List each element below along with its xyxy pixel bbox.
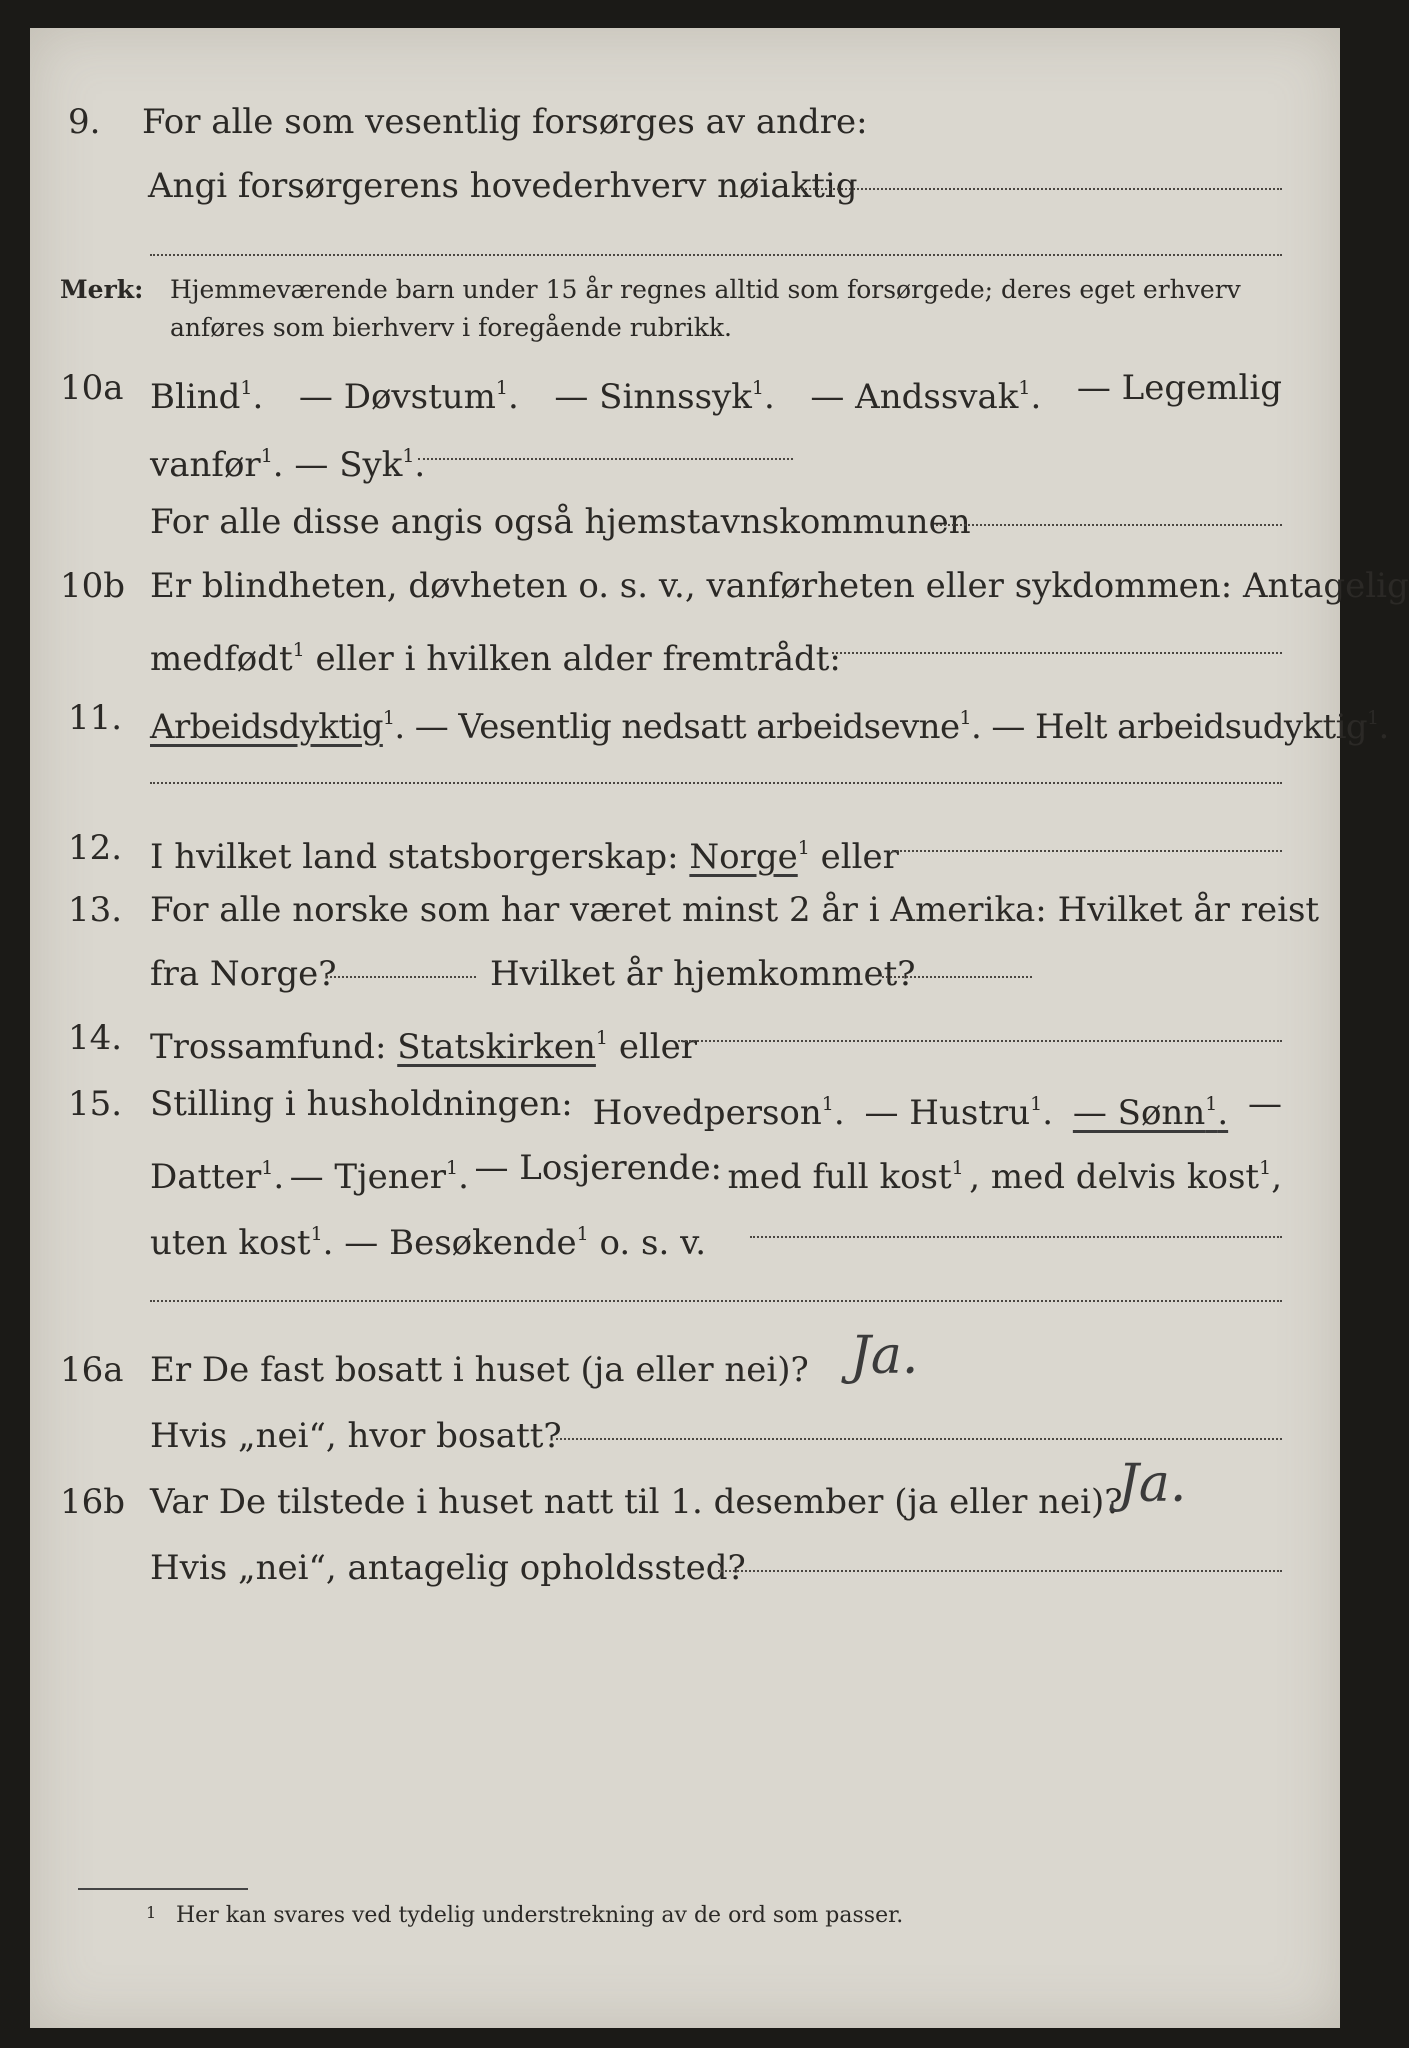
question-text: For alle som vesentlig forsørges av andre: bbox=[142, 102, 868, 142]
question-text: Angi forsørgerens hovederhverv nøiaktig bbox=[148, 166, 858, 206]
answer-line[interactable] bbox=[150, 782, 1282, 784]
answer-line[interactable] bbox=[418, 458, 793, 460]
option-list bbox=[150, 368, 1282, 417]
answer-line[interactable] bbox=[150, 254, 1282, 256]
answer-line[interactable] bbox=[718, 1570, 1282, 1572]
question-number: 11. bbox=[68, 698, 123, 738]
option-dovstum[interactable]: — Døvstum$^1$. bbox=[298, 377, 519, 417]
question-text: Stilling i husholdningen: bbox=[150, 1084, 573, 1124]
question-text: I hvilket land statsborgerskap: Norge$^1$ eller bbox=[150, 837, 899, 877]
answer-line[interactable] bbox=[556, 1438, 1282, 1440]
option-legemlig[interactable]: — Legemlig bbox=[1076, 368, 1282, 408]
question-number: 16a bbox=[60, 1350, 124, 1390]
answer-line[interactable] bbox=[832, 652, 1282, 654]
option-full-kost[interactable]: med full kost$^1$ bbox=[727, 1157, 964, 1197]
handwritten-answer[interactable]: Ja. bbox=[850, 1326, 919, 1386]
answer-line[interactable] bbox=[326, 976, 476, 978]
option-andssvak[interactable]: — Andssvak$^1$. bbox=[810, 377, 1042, 417]
option-sinnssyk[interactable]: — Sinnssyk$^1$. bbox=[554, 377, 775, 417]
question-number: 12. bbox=[68, 828, 123, 868]
option-sonn-selected[interactable]: — Sønn$^1$. bbox=[1072, 1093, 1229, 1133]
question-text: fra Norge? bbox=[150, 954, 337, 994]
option-nedsatt-arbeidsevne[interactable]: — Vesentlig nedsatt arbeidsevne$^1$. bbox=[414, 707, 982, 747]
answer-line[interactable] bbox=[678, 1040, 1282, 1042]
merk-text: Hjemmeværende barn under 15 år regnes alltid som forsørgede; deres eget erhverv bbox=[170, 275, 1241, 304]
question-number: 10a bbox=[60, 368, 124, 408]
answer-line[interactable] bbox=[798, 188, 1282, 190]
option-list bbox=[150, 1084, 1282, 1133]
answer-line[interactable] bbox=[882, 976, 1032, 978]
option-statskirken-selected[interactable]: Statskirken bbox=[397, 1027, 596, 1067]
question-number: 9. bbox=[68, 102, 101, 142]
question-text: medfødt$^1$ eller i hvilken alder fremtrådt: bbox=[150, 639, 841, 679]
question-text: For alle disse angis også hjemstavnskommunen bbox=[150, 502, 971, 542]
merk-text: anføres som bierhverv i foregående rubrikk. bbox=[170, 313, 732, 342]
question-text: Er De fast bosatt i huset (ja eller nei)? bbox=[150, 1350, 809, 1390]
option-arbeidsudyktig[interactable]: — Helt arbeidsudyktig$^1$. bbox=[991, 707, 1389, 747]
option-norge-selected[interactable]: Norge bbox=[689, 837, 798, 877]
option-list bbox=[150, 1148, 1282, 1197]
option-besokende[interactable]: — Besøkende$^1$ bbox=[344, 1223, 589, 1263]
option-hustru[interactable]: — Hustru$^1$. bbox=[864, 1093, 1054, 1133]
question-text: Er blindheten, døvheten o. s. v., vanførheten eller sykdommen: Antagelig bbox=[150, 566, 1409, 606]
handwritten-answer[interactable]: Ja. bbox=[1118, 1454, 1187, 1514]
question-number: 14. bbox=[68, 1018, 123, 1058]
option-blind[interactable]: Blind$^1$. bbox=[150, 377, 264, 417]
question-text: Var De tilstede i huset natt til 1. desember (ja eller nei)? bbox=[150, 1482, 1123, 1522]
option-tjener[interactable]: — Tjener$^1$. bbox=[289, 1157, 469, 1197]
option-delvis-kost[interactable]: , med delvis kost$^1$, bbox=[969, 1157, 1282, 1197]
dash: — bbox=[1247, 1084, 1282, 1124]
question-number: 15. bbox=[68, 1084, 123, 1124]
question-text: Hvilket år hjemkommet? bbox=[490, 954, 916, 994]
option-group bbox=[150, 436, 425, 485]
option-medfodt[interactable]: medfødt$^1$ bbox=[150, 639, 305, 679]
answer-line[interactable] bbox=[750, 1236, 1282, 1238]
option-vanfor[interactable]: vanfør$^1$. bbox=[150, 445, 284, 485]
question-text: For alle norske som har været minst 2 år i Amerika: Hvilket år reist bbox=[150, 890, 1320, 930]
question-text: Hvis „nei“, antagelig opholdssted? bbox=[150, 1548, 746, 1588]
footnote-mark: 1 bbox=[146, 1903, 157, 1922]
question-text: Trossamfund: Statskirken$^1$ eller bbox=[150, 1027, 698, 1067]
option-group: uten kost$^1$. — Besøkende$^1$ o. s. v. bbox=[150, 1223, 707, 1263]
answer-line[interactable] bbox=[936, 524, 1282, 526]
option-hovedperson[interactable]: Hovedperson$^1$. bbox=[592, 1093, 845, 1133]
question-number: 13. bbox=[68, 890, 123, 930]
merk-label: Merk: bbox=[60, 275, 144, 304]
question-number: 16b bbox=[60, 1482, 126, 1522]
footnote-text: Her kan svares ved tydelig understrekning av de ord som passer. bbox=[176, 1903, 904, 1928]
option-datter[interactable]: Datter$^1$. bbox=[150, 1157, 285, 1197]
footnote-rule bbox=[78, 1888, 248, 1890]
option-uten-kost[interactable]: uten kost$^1$. bbox=[150, 1223, 334, 1263]
census-form-page bbox=[30, 28, 1409, 2028]
option-losjerende[interactable]: — Losjerende: bbox=[474, 1148, 723, 1188]
option-group: Arbeidsdyktig$^1$. — Vesentlig nedsatt arbeidsevne$^1$. — Helt arbeidsudyktig$^1$. bbox=[150, 707, 1389, 747]
question-number: 10b bbox=[60, 566, 126, 606]
option-arbeidsdyktig-selected[interactable]: Arbeidsdyktig bbox=[150, 707, 383, 747]
answer-line[interactable] bbox=[150, 1300, 1282, 1302]
answer-line[interactable] bbox=[892, 850, 1282, 852]
option-syk[interactable]: — Syk$^1$. bbox=[294, 445, 426, 485]
question-text: Hvis „nei“, hvor bosatt? bbox=[150, 1416, 562, 1456]
